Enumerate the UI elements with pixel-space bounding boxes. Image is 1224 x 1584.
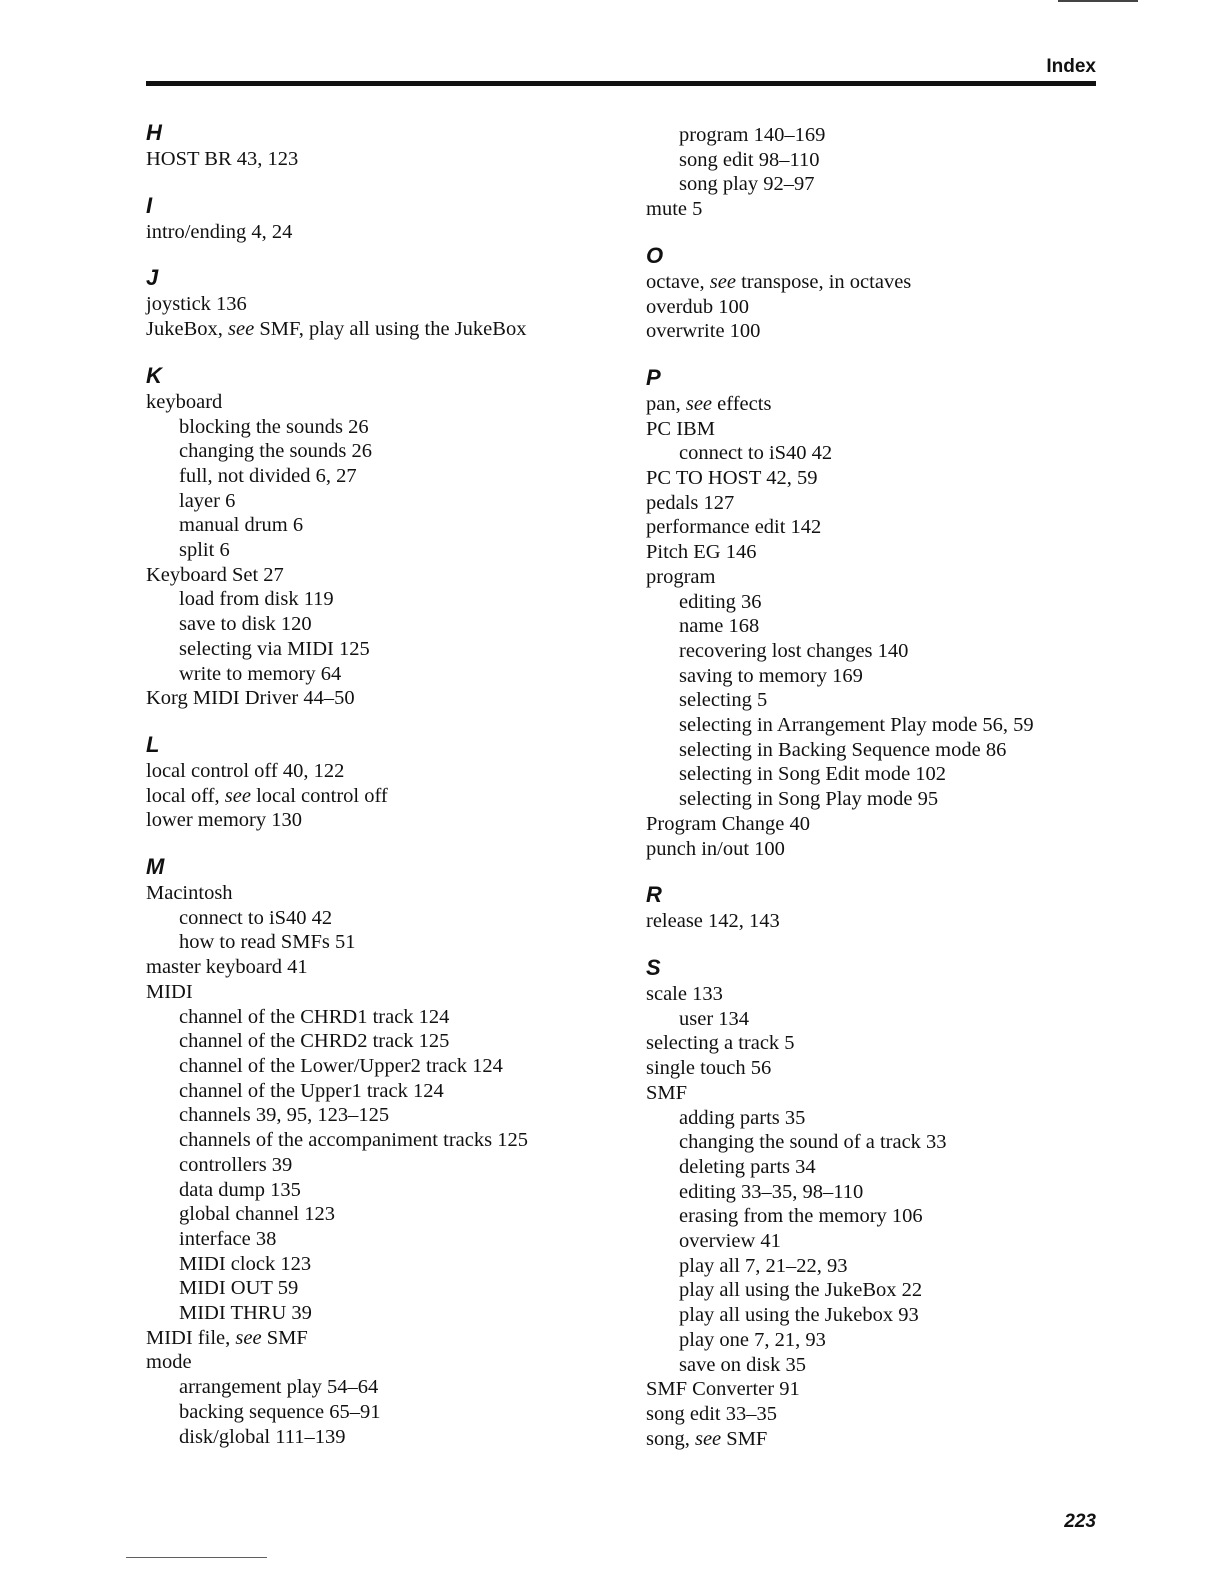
index-subentry: overview 41 [679, 1230, 781, 1253]
index-entry: program [646, 565, 716, 588]
entry-text: transpose, in octaves [735, 270, 912, 293]
index-subentry: controllers 39 [179, 1153, 293, 1176]
entry-text: JukeBox, [146, 318, 228, 341]
index-entry: punch in/out 100 [646, 837, 785, 860]
index-subentry: song edit 98–110 [679, 148, 820, 171]
section-letter: K [146, 362, 162, 388]
section-letter: L [146, 731, 160, 757]
index-subentry: deleting parts 34 [679, 1155, 816, 1178]
index-subentry: channel of the Upper1 track 124 [179, 1079, 444, 1102]
section-letter: M [146, 854, 165, 880]
index-subentry: global channel 123 [179, 1203, 335, 1226]
index-subentry: selecting in Arrangement Play mode 56, 59 [679, 714, 1034, 737]
footer-link-line [126, 1557, 267, 1558]
entry-text: local control off [250, 784, 388, 807]
index-subentry: save on disk 35 [679, 1353, 806, 1376]
index-entry: SMF Converter 91 [646, 1378, 800, 1401]
index-subentry: layer 6 [179, 489, 236, 512]
index-entry: Macintosh [146, 882, 233, 905]
index-subentry: how to read SMFs 51 [179, 931, 356, 954]
entry-text: SMF [261, 1326, 308, 1349]
index-subentry: full, not divided 6, 27 [179, 464, 357, 487]
index-subentry: load from disk 119 [179, 588, 334, 611]
index-entry: overdub 100 [646, 295, 750, 318]
see-reference: see [235, 1326, 262, 1349]
index-subentry: selecting in Song Edit mode 102 [679, 763, 947, 786]
index-entry: scale 133 [646, 982, 723, 1005]
index-entry [146, 784, 616, 809]
entry-text: MIDI file, [146, 1326, 236, 1349]
index-subentry: erasing from the memory 106 [679, 1205, 923, 1228]
entry-text: octave, [646, 270, 710, 293]
index-entry: selecting a track 5 [646, 1032, 795, 1055]
index-subentry: play one 7, 21, 93 [679, 1328, 826, 1351]
index-subentry: connect to iS40 42 [179, 906, 333, 929]
index-subentry: interface 38 [179, 1227, 277, 1250]
page-number: 223 [1064, 1511, 1096, 1532]
index-subentry: editing 33–35, 98–110 [679, 1180, 864, 1203]
see-reference: see [685, 392, 713, 415]
index-subentry: split 6 [179, 539, 230, 562]
see-reference: see [709, 270, 736, 293]
index-entry: single touch 56 [646, 1057, 772, 1080]
index-entry: HOST BR 43, 123 [146, 148, 299, 170]
section-letter: R [646, 882, 662, 908]
index-subentry: selecting in Song Play mode 95 [679, 788, 939, 811]
index-subentry: write to memory 64 [179, 662, 342, 685]
entry-text: song, [646, 1427, 695, 1450]
entry-text: local off, [146, 784, 225, 807]
header-rule [146, 81, 1096, 86]
index-subentry: manual drum 6 [179, 514, 304, 537]
index-entry: overwrite 100 [646, 320, 761, 343]
see-reference: see [694, 1427, 722, 1450]
index-entry: Program Change 40 [646, 812, 810, 835]
index-entry: keyboard [146, 390, 223, 413]
index-entry: PC IBM [646, 417, 715, 440]
index-entry: joystick 136 [146, 293, 247, 316]
index-entry [646, 1427, 1096, 1452]
index-entry [646, 270, 1096, 295]
index-entry [646, 392, 1096, 417]
section-letter: J [146, 265, 159, 291]
section-letter: S [646, 954, 661, 980]
index-entry [146, 1326, 616, 1351]
index-subentry: program 140–169 [679, 124, 826, 146]
index-subentry: adding parts 35 [679, 1106, 806, 1129]
index-entry: Pitch EG 146 [646, 541, 757, 564]
index-entry: lower memory 130 [146, 809, 302, 832]
index-subentry: channel of the CHRD1 track 124 [179, 1005, 450, 1028]
index-subentry: name 168 [679, 615, 760, 638]
index-subentry: channel of the CHRD2 track 125 [179, 1030, 450, 1053]
index-subentry: play all 7, 21–22, 93 [679, 1254, 848, 1277]
index-subentry: MIDI THRU 39 [179, 1302, 312, 1325]
index-column-left [146, 119, 616, 1449]
index-subentry: play all using the Jukebox 93 [679, 1304, 919, 1327]
section-letter: I [146, 192, 153, 218]
index-subentry: data dump 135 [179, 1178, 301, 1201]
index-entry: performance edit 142 [646, 516, 822, 539]
index-entry: intro/ending 4, 24 [146, 220, 293, 243]
index-subentry: changing the sounds 26 [179, 440, 373, 463]
entry-text: SMF, play all using the JukeBox [254, 318, 527, 341]
index-subentry: MIDI clock 123 [179, 1252, 312, 1275]
index-subentry: saving to memory 169 [679, 664, 863, 687]
section-letter: O [646, 242, 664, 268]
index-subentry: editing 36 [679, 590, 762, 613]
index-entry: MIDI [146, 980, 193, 1003]
index-entry: song edit 33–35 [646, 1402, 777, 1425]
index-entry: local control off 40, 122 [146, 759, 345, 782]
index-subentry: connect to iS40 42 [679, 442, 833, 465]
entry-text: pan, [646, 392, 686, 415]
index-subentry: disk/global 111–139 [179, 1425, 346, 1448]
index-subentry: save to disk 120 [179, 613, 312, 636]
index-subentry: channel of the Lower/Upper2 track 124 [179, 1054, 503, 1077]
see-reference: see [228, 318, 255, 341]
index-entry: mode [146, 1351, 192, 1374]
index-entry: release 142, 143 [646, 910, 780, 933]
corner-rule [1058, 0, 1138, 2]
index-entry: mute 5 [646, 198, 703, 221]
section-letter: P [646, 364, 661, 390]
index-entry: master keyboard 41 [146, 956, 308, 979]
index-subentry: arrangement play 54–64 [179, 1376, 379, 1399]
index-subentry: recovering lost changes 140 [679, 639, 909, 662]
index-subentry: channels 39, 95, 123–125 [179, 1104, 390, 1127]
index-subentry: selecting via MIDI 125 [179, 637, 370, 660]
index-subentry: blocking the sounds 26 [179, 415, 369, 438]
index-subentry: MIDI OUT 59 [179, 1277, 299, 1300]
index-subentry: changing the sound of a track 33 [679, 1131, 947, 1154]
index-entry: PC TO HOST 42, 59 [646, 467, 818, 490]
index-subentry: selecting in Backing Sequence mode 86 [679, 738, 1007, 761]
index-entry [146, 317, 616, 342]
index-subentry: user 134 [679, 1007, 750, 1030]
page-header-title: Index [1046, 56, 1096, 77]
index-entry: Korg MIDI Driver 44–50 [146, 687, 355, 710]
index-subentry: selecting 5 [679, 689, 768, 712]
index-entry: Keyboard Set 27 [146, 563, 284, 586]
index-subentry: song play 92–97 [679, 173, 815, 196]
section-letter: H [146, 120, 162, 145]
index-column-right [646, 123, 1096, 1451]
index-subentry: channels of the accompaniment tracks 125 [179, 1129, 528, 1152]
see-reference: see [224, 784, 251, 807]
entry-text: SMF [721, 1427, 768, 1450]
index-subentry: backing sequence 65–91 [179, 1400, 381, 1423]
index-entry: SMF [646, 1081, 688, 1104]
entry-text: effects [712, 392, 772, 415]
index-entry: pedals 127 [646, 491, 735, 514]
index-subentry: play all using the JukeBox 22 [679, 1279, 923, 1302]
